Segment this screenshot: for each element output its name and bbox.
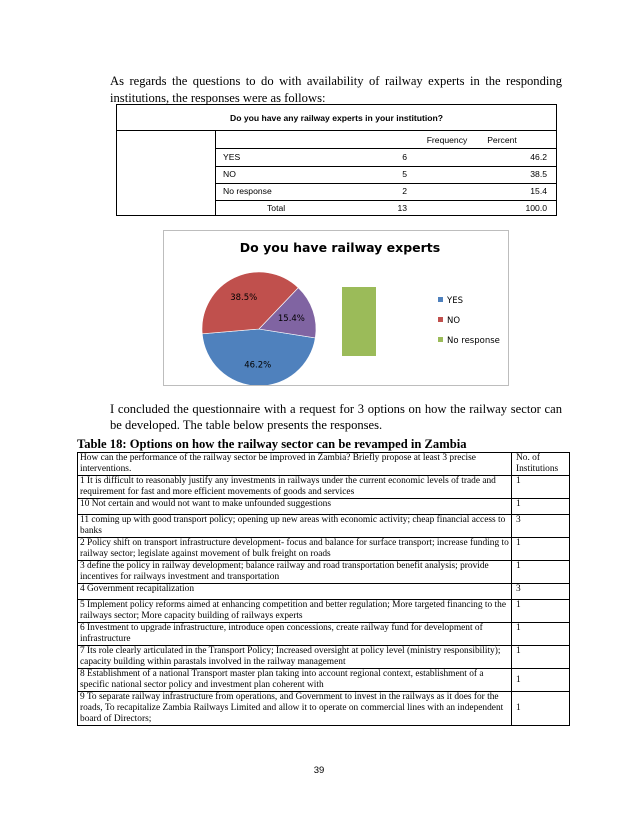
survey-table <box>116 104 557 216</box>
option-text: 3 define the policy in railway development; balance railway and road transportation benefit analysis; provide incentives for railways investment and transportation <box>78 561 512 584</box>
row-yes-frequency: 6 <box>402 152 407 162</box>
row-noresponse-label: No response <box>223 186 272 196</box>
table-row <box>78 561 570 584</box>
legend-label: YES <box>447 296 463 306</box>
closing-paragraph: I concluded the questionnaire with a request for 3 options on how the railway sector can be developed. The table below presents the responses. <box>110 402 562 432</box>
row-yes-label: YES <box>223 152 241 162</box>
option-text: 5 Implement policy reforms aimed at enhancing competition and better regulation; More targeted financing to the railways sector; More capacity building of railways experts <box>78 600 512 623</box>
table-row <box>78 584 570 600</box>
option-text: 6 Investment to upgrade infrastructure, introduce open concessions, create railway fund for development of infrastructure <box>78 623 512 646</box>
option-count: 1 <box>512 538 570 561</box>
header-percent: Percent <box>487 135 517 145</box>
table-caption: Table 18: Options on how the railway sector can be revamped in Zambia <box>77 437 467 451</box>
option-count: 3 <box>512 584 570 600</box>
row-no-percent: 38.5 <box>530 169 547 179</box>
legend-label: No response <box>447 336 500 346</box>
options-table <box>77 452 570 726</box>
table-row <box>78 600 570 623</box>
option-text: 10 Not certain and would not want to make unfounded suggestions <box>78 499 512 515</box>
option-text: 4 Government recapitalization <box>78 584 512 600</box>
decorative-green-bar <box>342 287 376 356</box>
survey-table-title: Do you have any railway experts in your institution? <box>230 113 443 123</box>
data-label: 15.4% <box>277 314 305 325</box>
total-frequency: 13 <box>397 203 407 213</box>
header-question: How can the performance of the railway sector be improved in Zambia? Briefly propose at least 3 precise interventions. <box>78 453 512 476</box>
total-percent: 100.0 <box>525 203 547 213</box>
option-text: 2 Policy shift on transport infrastructure development- focus and balance for surface transport; increase funding to railway sector; legislate against movement of bulk freight on roads <box>78 538 512 561</box>
page-number: 39 <box>313 765 325 776</box>
option-text: 9 To separate railway infrastructure from operations, and Government to invest in the railways as it does for the roads, To recapitalize Zambia Railways Limited and allow it to operate on commercial lines with an independent board of Directors; <box>78 692 512 726</box>
row-noresponse-frequency: 2 <box>402 186 407 196</box>
table-row <box>78 499 570 515</box>
option-text: 8 Establishment of a national Transport master plan taking into account regional context, establishment of a specific national sector policy and investment plan coherent with <box>78 669 512 692</box>
pie-chart <box>163 230 509 386</box>
total-label: Total <box>267 203 286 213</box>
option-count: 1 <box>512 499 570 515</box>
option-count: 1 <box>512 646 570 669</box>
option-count: 1 <box>512 623 570 646</box>
table-row <box>78 515 570 538</box>
option-count: 1 <box>512 669 570 692</box>
table-row <box>78 692 570 726</box>
row-no-label: NO <box>223 169 236 179</box>
row-noresponse-percent: 15.4 <box>530 186 547 196</box>
header-count: No. of Institutions <box>512 453 570 476</box>
data-label: 46.2% <box>244 360 272 371</box>
legend-swatch <box>438 297 443 302</box>
table-row <box>78 646 570 669</box>
row-yes-percent: 46.2 <box>530 152 547 162</box>
option-count: 1 <box>512 692 570 726</box>
table-row <box>78 623 570 646</box>
pie-slice-yes <box>202 329 315 385</box>
legend-swatch <box>438 337 443 342</box>
option-count: 1 <box>512 561 570 584</box>
legend-swatch <box>438 317 443 322</box>
header-frequency: Frequency <box>426 135 468 145</box>
data-label: 38.5% <box>230 293 258 304</box>
legend-label: NO <box>447 316 461 326</box>
option-count: 1 <box>512 600 570 623</box>
table-row <box>78 476 570 499</box>
option-text: 11 coming up with good transport policy; opening up new areas with economic activity; cheap financial access to banks <box>78 515 512 538</box>
option-count: 3 <box>512 515 570 538</box>
intro-paragraph: As regards the questions to do with availability of railway experts in the responding institutions, the responses were as follows: <box>110 74 562 105</box>
option-text: 7 Its role clearly articulated in the Transport Policy; Increased oversight at policy level (ministry responsibility); capacity building within parastals involved in the railway management <box>78 646 512 669</box>
row-no-frequency: 5 <box>402 169 407 179</box>
option-text: 1 It is difficult to reasonably justify any investments in railways under the current economic levels of trade and requirement for fast and more efficient movements of goods and services <box>78 476 512 499</box>
table-row <box>78 669 570 692</box>
chart-title: Do you have railway experts <box>239 240 441 255</box>
table-row <box>78 538 570 561</box>
option-count: 1 <box>512 476 570 499</box>
options-table-header-row <box>78 453 570 476</box>
